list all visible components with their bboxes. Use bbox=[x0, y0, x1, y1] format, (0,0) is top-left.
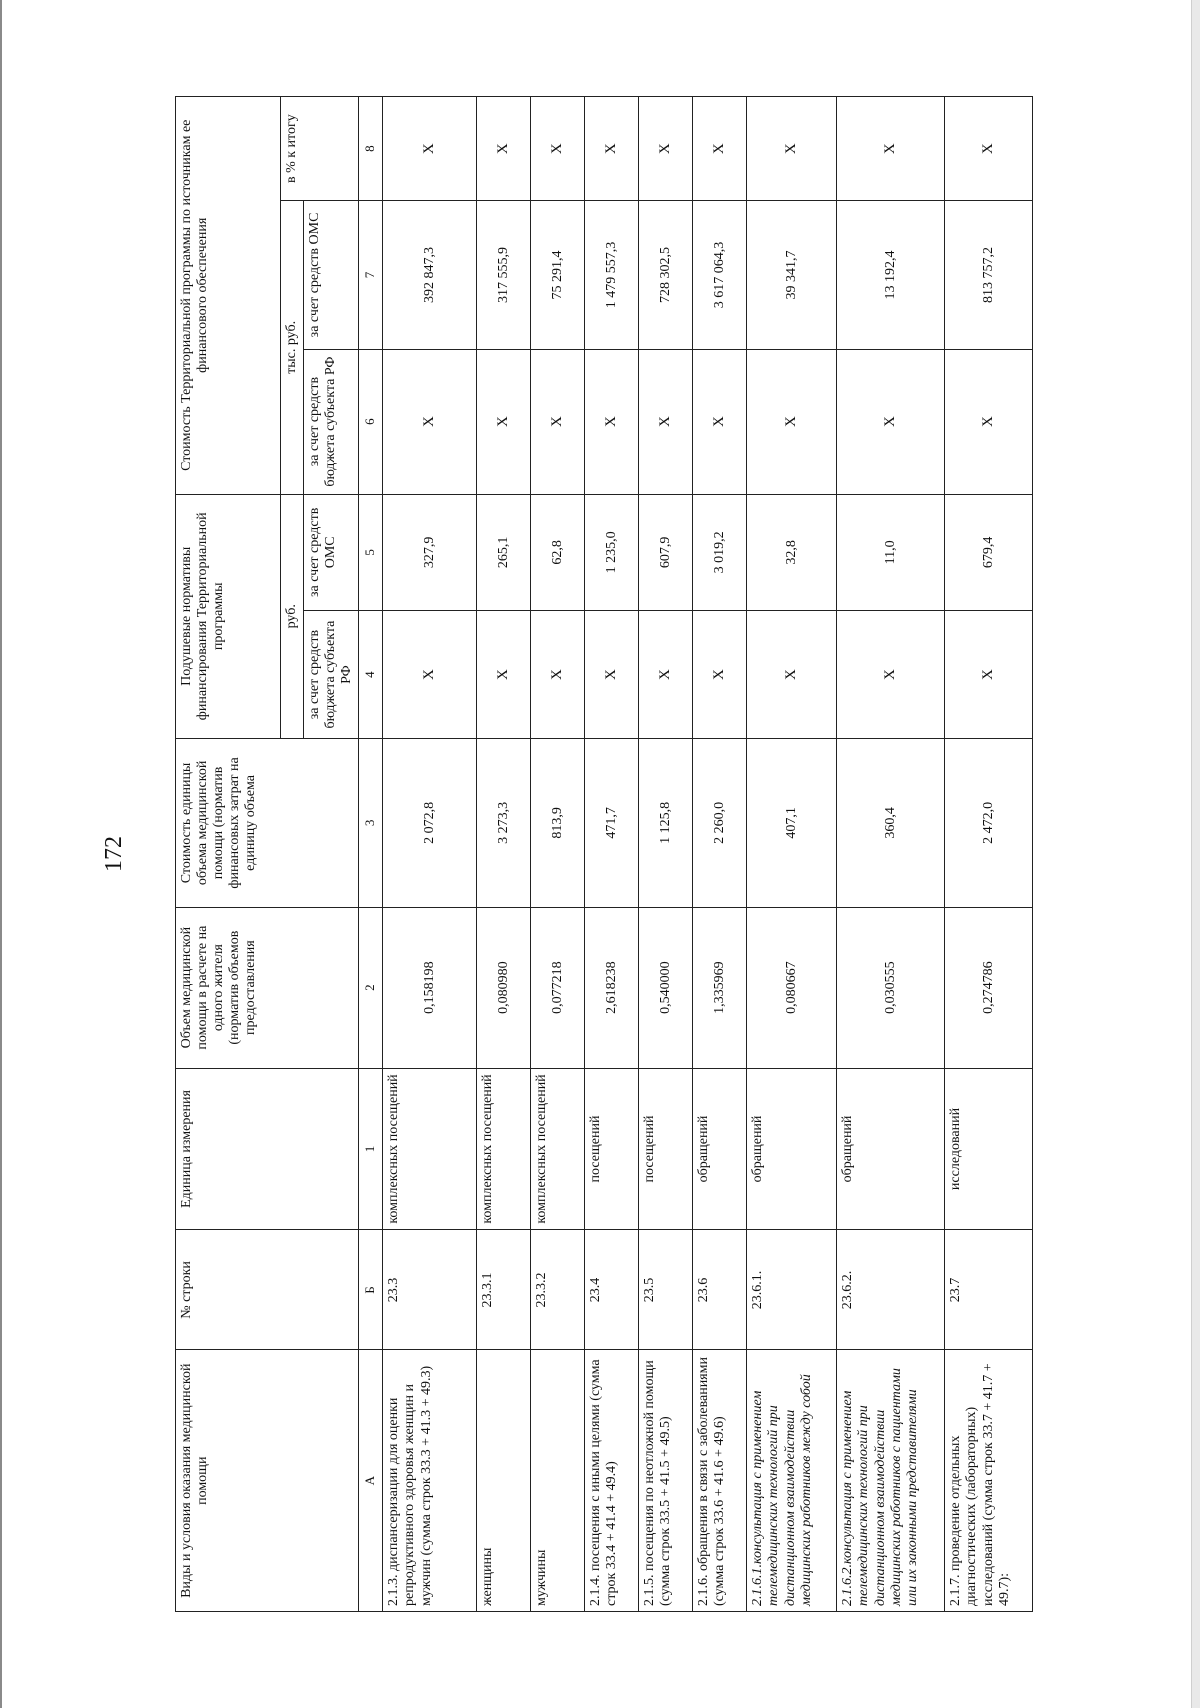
total-cost-oms-cell: 317 555,9 bbox=[477, 201, 531, 349]
percent-total-cell: X bbox=[585, 97, 639, 201]
column-number: 3 bbox=[359, 739, 383, 908]
row-number-cell: 23.7 bbox=[945, 1230, 1033, 1350]
percent-total-cell: X bbox=[747, 97, 837, 201]
row-name-cell: 2.1.6.1.консультация с применением телемедицинских технологий при дистанционном взаимодействии медицинских работников между собой bbox=[747, 1350, 837, 1612]
per-capita-budget-cell: X bbox=[945, 611, 1033, 739]
unit-cost-cell: 2 260,0 bbox=[693, 739, 747, 908]
per-capita-budget-cell: X bbox=[747, 611, 837, 739]
column-number: 6 bbox=[359, 349, 383, 494]
volume-cell: 1,335969 bbox=[693, 907, 747, 1068]
financing-table bbox=[175, 96, 1033, 1612]
row-number-cell: 23.6.1. bbox=[747, 1230, 837, 1350]
row-number-cell: 23.5 bbox=[639, 1230, 693, 1350]
per-capita-oms-cell: 11,0 bbox=[837, 494, 945, 611]
percent-total-cell: X bbox=[639, 97, 693, 201]
table-row bbox=[945, 97, 1033, 1612]
total-cost-oms-cell: 39 341,7 bbox=[747, 201, 837, 349]
unit-cost-cell: 407,1 bbox=[747, 739, 837, 908]
percent-total-cell: X bbox=[477, 97, 531, 201]
table-row bbox=[531, 97, 585, 1612]
per-capita-budget-cell: X bbox=[585, 611, 639, 739]
page-number: 172 bbox=[101, 836, 127, 872]
percent-total-cell: X bbox=[693, 97, 747, 201]
percent-total-cell: X bbox=[945, 97, 1033, 201]
row-number-cell: 23.3.1 bbox=[477, 1230, 531, 1350]
volume-cell: 0,540000 bbox=[639, 907, 693, 1068]
total-cost-oms-cell: 75 291,4 bbox=[531, 201, 585, 349]
per-capita-oms-cell: 679,4 bbox=[945, 494, 1033, 611]
column-numbers-row bbox=[359, 97, 383, 1612]
total-cost-budget-cell: X bbox=[585, 349, 639, 494]
volume-cell: 0,080667 bbox=[747, 907, 837, 1068]
percent-total-cell: X bbox=[383, 97, 477, 201]
total-cost-budget-cell: X bbox=[747, 349, 837, 494]
table-row bbox=[585, 97, 639, 1612]
total-cost-oms-cell: 728 302,5 bbox=[639, 201, 693, 349]
table-row bbox=[477, 97, 531, 1612]
per-capita-oms-cell: 1 235,0 bbox=[585, 494, 639, 611]
row-name-cell: 2.1.7. проведение отдельных диагностических (лабораторных) исследований (сумма строк 33.7 + 41.7 + 49.7): bbox=[945, 1350, 1033, 1612]
per-capita-oms-cell: 607,9 bbox=[639, 494, 693, 611]
per-capita-budget-cell: X bbox=[693, 611, 747, 739]
row-number-cell: 23.3.2 bbox=[531, 1230, 585, 1350]
row-name-cell: 2.1.4. посещения с иными целями (сумма строк 33.4 + 41.4 + 49.4) bbox=[585, 1350, 639, 1612]
per-capita-budget-cell: X bbox=[639, 611, 693, 739]
per-capita-oms-cell: 62,8 bbox=[531, 494, 585, 611]
unit-cell: обращений bbox=[693, 1068, 747, 1230]
column-number: 8 bbox=[359, 97, 383, 201]
total-cost-oms-cell: 1 479 557,3 bbox=[585, 201, 639, 349]
volume-cell: 0,158198 bbox=[383, 907, 477, 1068]
unit-cell: комплексных посещений bbox=[383, 1068, 477, 1230]
header-program-cost: Стоимость Территориальной программы по источникам ее финансового обеспечения bbox=[176, 97, 281, 495]
page-edge-left bbox=[0, 0, 2, 1708]
header-pc-budget: за счет средств бюджета субъекта РФ bbox=[304, 611, 359, 739]
volume-cell: 0,077218 bbox=[531, 907, 585, 1068]
per-capita-oms-cell: 32,8 bbox=[747, 494, 837, 611]
row-name-cell: женщины bbox=[477, 1350, 531, 1612]
header-volume: Объем медицинской помощи в расчете на одного жителя (норматив объемов предоставления bbox=[176, 907, 359, 1068]
total-cost-budget-cell: X bbox=[639, 349, 693, 494]
unit-cost-cell: 2 472,0 bbox=[945, 739, 1033, 908]
unit-cost-cell: 1 125,8 bbox=[639, 739, 693, 908]
unit-cell: обращений bbox=[837, 1068, 945, 1230]
volume-cell: 2,618238 bbox=[585, 907, 639, 1068]
header-tc-oms: за счет средств ОМС bbox=[304, 201, 359, 349]
total-cost-oms-cell: 813 757,2 bbox=[945, 201, 1033, 349]
per-capita-budget-cell: X bbox=[383, 611, 477, 739]
total-cost-oms-cell: 13 192,4 bbox=[837, 201, 945, 349]
percent-total-cell: X bbox=[531, 97, 585, 201]
per-capita-budget-cell: X bbox=[531, 611, 585, 739]
total-cost-budget-cell: X bbox=[531, 349, 585, 494]
header-unit: Единица измерения bbox=[176, 1068, 359, 1230]
rotated-page bbox=[101, 96, 1099, 1612]
column-number: 1 bbox=[359, 1068, 383, 1230]
row-name-cell: 2.1.5. посещения по неотложной помощи (сумма строк 33.5 + 41.5 + 49.5) bbox=[639, 1350, 693, 1612]
column-number: 4 bbox=[359, 611, 383, 739]
row-name-cell: 2.1.3. диспансеризации для оценки репродуктивного здоровья женщин и мужчин (сумма строк 33.3 + 41.3 + 49.3) bbox=[383, 1350, 477, 1612]
column-number: 7 bbox=[359, 201, 383, 349]
unit-cell: комплексных посещений bbox=[477, 1068, 531, 1230]
total-cost-oms-cell: 3 617 064,3 bbox=[693, 201, 747, 349]
header-types: Виды и условия оказания медицинской помощи bbox=[176, 1350, 359, 1612]
row-name-cell: 2.1.6.2.консультация с применением телемедицинских технологий при дистанционном взаимодействии медицинских работников с пациентами или их законными представителями bbox=[837, 1350, 945, 1612]
per-capita-budget-cell: X bbox=[477, 611, 531, 739]
table-header bbox=[176, 97, 383, 1612]
header-thous-rub: тыс. руб. bbox=[281, 201, 304, 494]
header-per-capita: Подушевые нормативы финансирования Территориальной программы bbox=[176, 494, 281, 739]
total-cost-budget-cell: X bbox=[837, 349, 945, 494]
unit-cell: посещений bbox=[639, 1068, 693, 1230]
row-name-cell: мужчины bbox=[531, 1350, 585, 1612]
header-row-no: № строки bbox=[176, 1230, 359, 1350]
unit-cell: комплексных посещений bbox=[531, 1068, 585, 1230]
column-number: А bbox=[359, 1350, 383, 1612]
total-cost-budget-cell: X bbox=[477, 349, 531, 494]
per-capita-oms-cell: 265,1 bbox=[477, 494, 531, 611]
per-capita-budget-cell: X bbox=[837, 611, 945, 739]
table-row bbox=[747, 97, 837, 1612]
unit-cell: обращений bbox=[747, 1068, 837, 1230]
column-number: 5 bbox=[359, 494, 383, 611]
table-row bbox=[693, 97, 747, 1612]
total-cost-oms-cell: 392 847,3 bbox=[383, 201, 477, 349]
header-cost-unit: Стоимость единицы объема медицинской помощи (норматив финансовых затрат на единицу объема bbox=[176, 739, 359, 908]
header-percent-total: в % к итогу bbox=[281, 97, 359, 201]
row-number-cell: 23.3 bbox=[383, 1230, 477, 1350]
page-edge-right bbox=[1191, 0, 1200, 1708]
unit-cell: посещений bbox=[585, 1068, 639, 1230]
unit-cost-cell: 3 273,3 bbox=[477, 739, 531, 908]
table-row bbox=[837, 97, 945, 1612]
volume-cell: 0,274786 bbox=[945, 907, 1033, 1068]
unit-cost-cell: 813,9 bbox=[531, 739, 585, 908]
column-number: 2 bbox=[359, 907, 383, 1068]
unit-cost-cell: 2 072,8 bbox=[383, 739, 477, 908]
per-capita-oms-cell: 3 019,2 bbox=[693, 494, 747, 611]
total-cost-budget-cell: X bbox=[383, 349, 477, 494]
row-name-cell: 2.1.6. обращения в связи с заболеваниями (сумма строк 33.6 + 41.6 + 49.6) bbox=[693, 1350, 747, 1612]
column-number: Б bbox=[359, 1230, 383, 1350]
total-cost-budget-cell: X bbox=[945, 349, 1033, 494]
header-tc-budget: за счет средств бюджета субъекта РФ bbox=[304, 349, 359, 494]
per-capita-oms-cell: 327,9 bbox=[383, 494, 477, 611]
percent-total-cell: X bbox=[837, 97, 945, 201]
table-row bbox=[639, 97, 693, 1612]
volume-cell: 0,030555 bbox=[837, 907, 945, 1068]
unit-cost-cell: 471,7 bbox=[585, 739, 639, 908]
row-number-cell: 23.6.2. bbox=[837, 1230, 945, 1350]
table-body bbox=[383, 97, 1033, 1612]
row-number-cell: 23.4 bbox=[585, 1230, 639, 1350]
header-pc-oms: за счет средств ОМС bbox=[304, 494, 359, 611]
table-row bbox=[383, 97, 477, 1612]
header-rub: руб. bbox=[281, 494, 304, 739]
row-number-cell: 23.6 bbox=[693, 1230, 747, 1350]
total-cost-budget-cell: X bbox=[693, 349, 747, 494]
unit-cell: исследований bbox=[945, 1068, 1033, 1230]
unit-cost-cell: 360,4 bbox=[837, 739, 945, 908]
volume-cell: 0,080980 bbox=[477, 907, 531, 1068]
